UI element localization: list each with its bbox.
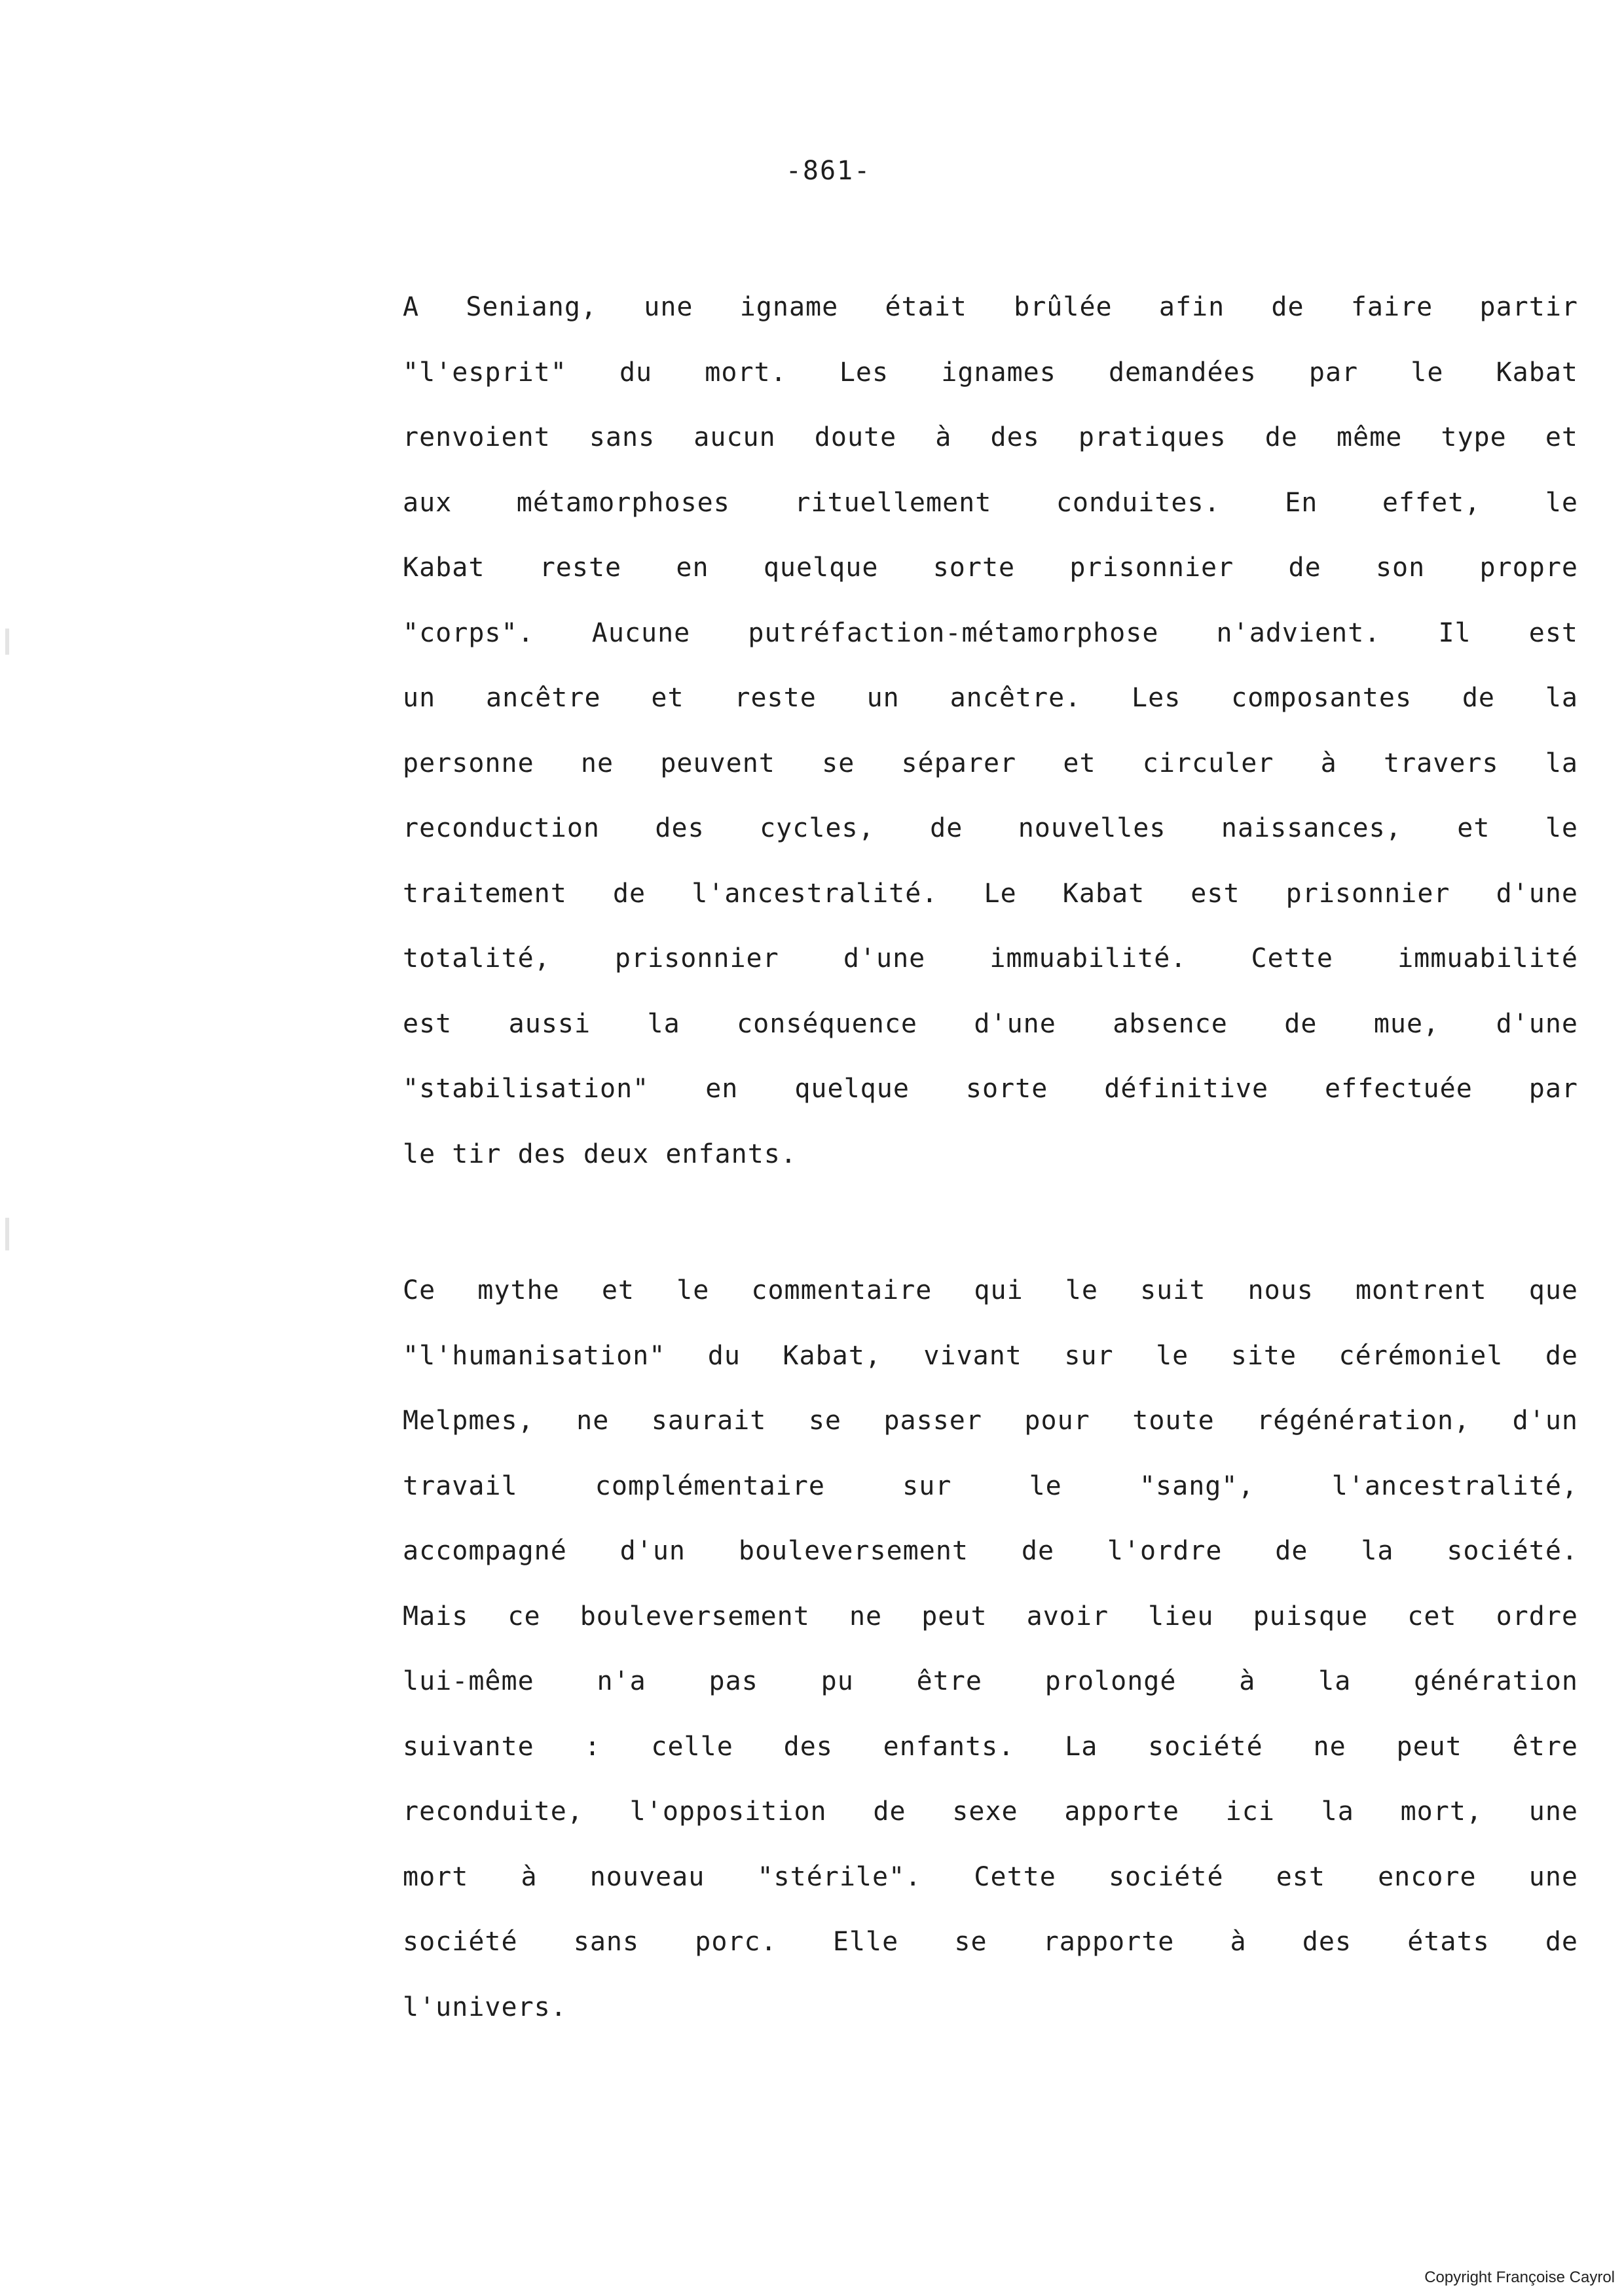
text-line: personne ne peuvent se séparer et circuler à travers la — [403, 748, 1578, 778]
text-line: accompagné d'un bouleversement de l'ordre de la société. — [403, 1536, 1578, 1566]
text-line: totalité, prisonnier d'une immuabilité. Cette immuabilité — [403, 943, 1578, 974]
text-line: reconduite, l'opposition de sexe apporte ici la mort, une — [403, 1796, 1578, 1827]
text-line: A Seniang, une igname était brûlée afin de faire partir — [403, 292, 1578, 322]
text-line: un ancêtre et reste un ancêtre. Les composantes de la — [403, 683, 1578, 713]
text-line: société sans porc. Elle se rapporte à des états de — [403, 1927, 1578, 1957]
scan-edge-mark — [5, 629, 9, 655]
page-number: -861- — [785, 156, 872, 186]
text-line: traitement de l'ancestralité. Le Kabat est prisonnier d'une — [403, 878, 1578, 909]
text-line: aux métamorphoses rituellement conduites. En effet, le — [403, 487, 1578, 518]
text-line: est aussi la conséquence d'une absence de mue, d'une — [403, 1008, 1578, 1039]
paragraph-1 — [403, 275, 1578, 1187]
scan-edge-mark — [5, 1218, 9, 1250]
paragraph-2 — [403, 1258, 1578, 2040]
text-line: reconduction des cycles, de nouvelles naissances, et le — [403, 813, 1578, 843]
text-line: le tir des deux enfants. — [403, 1139, 797, 1169]
copyright-notice: Copyright Françoise Cayrol — [1424, 2269, 1615, 2286]
text-line: "l'humanisation" du Kabat, vivant sur le site cérémoniel de — [403, 1340, 1578, 1371]
text-line: renvoient sans aucun doute à des pratiques de même type et — [403, 422, 1578, 452]
text-line: Melpmes, ne saurait se passer pour toute régénération, d'un — [403, 1406, 1578, 1436]
text-line: suivante : celle des enfants. La société ne peut être — [403, 1731, 1578, 1762]
text-line: Mais ce bouleversement ne peut avoir lieu puisque cet ordre — [403, 1601, 1578, 1631]
text-line: "l'esprit" du mort. Les ignames demandées par le Kabat — [403, 357, 1578, 388]
text-line: "stabilisation" en quelque sorte définitive effectuée par — [403, 1074, 1578, 1104]
text-line: Kabat reste en quelque sorte prisonnier de son propre — [403, 553, 1578, 583]
text-line: "corps". Aucune putréfaction-métamorphose n'advient. Il est — [403, 617, 1578, 648]
text-line: mort à nouveau "stérile". Cette société est encore une — [403, 1861, 1578, 1892]
text-line: travail complémentaire sur le "sang", l'ancestralité, — [403, 1470, 1578, 1501]
text-line: l'univers. — [403, 1992, 567, 2022]
text-line: lui-même n'a pas pu être prolongé à la génération — [403, 1666, 1578, 1696]
text-line: Ce mythe et le commentaire qui le suit nous montrent que — [403, 1275, 1578, 1305]
